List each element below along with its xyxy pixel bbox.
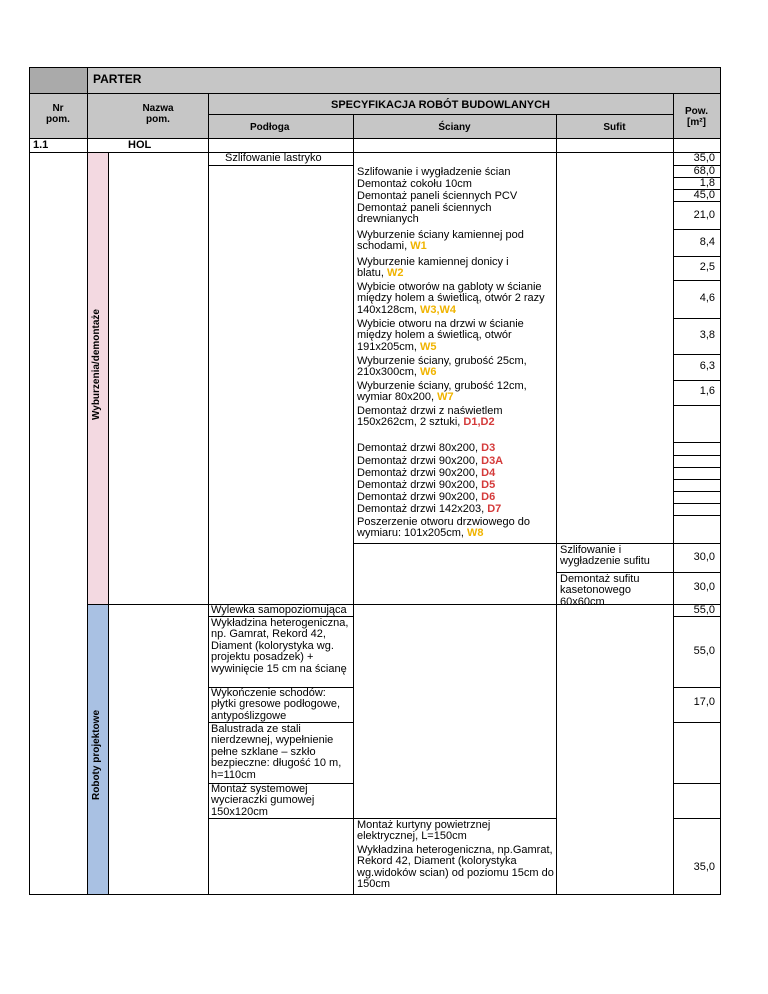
header-pow: Pow. [m²] — [685, 106, 708, 129]
wall-item: Demontaż drzwi 90x200, D6 — [357, 491, 496, 503]
floor-item: Wykończenie schodów: płytki gresowe podłogowe, antypoślizgowe — [211, 687, 341, 722]
area-value: 35,0 — [693, 152, 715, 164]
area-value: 55,0 — [693, 645, 715, 657]
ceiling-item: Szlifowanie i wygładzenie sufitu — [560, 544, 650, 568]
wall-item: Szlifowanie i wygładzenie ścian — [357, 166, 511, 178]
floor-item: Balustrada ze stali nierdzewnej, wypełnienie pełne szklane – szkło bezpieczne: długość 10 m, h=110cm — [211, 723, 342, 781]
marker-d3: D3 — [481, 442, 496, 454]
header-nazwa: Nazwa pom. — [142, 103, 174, 126]
marker-w6: W6 — [419, 366, 437, 379]
area-value: 8,4 — [699, 236, 715, 248]
group-label-demolition: Wyburzenia/demontaże — [91, 309, 102, 420]
wall-item: Demontaż drzwi 90x200, D4 — [357, 467, 496, 479]
area-value: 55,0 — [693, 604, 715, 616]
header-podloga: Podłoga — [250, 122, 290, 133]
header-spec: SPECYFIKACJA ROBÓT BUDOWLANYCH — [331, 99, 550, 111]
header-sufit: Sufit — [603, 122, 626, 133]
room-name: HOL — [128, 139, 152, 151]
marker-d5: D5 — [481, 479, 496, 491]
wall-item: Demontaż drzwi 142x203, D7 — [357, 503, 502, 515]
area-value: 45,0 — [693, 189, 715, 201]
wall-item: Demontaż drzwi z naświetlem 150x262cm, 2 sztuki, D1,D2 — [357, 405, 503, 429]
wall-item: Poszerzenie otworu drzwiowego do wymiaru: 101x205cm, W8 — [357, 516, 531, 540]
marker-d1-d2: D1,D2 — [463, 416, 495, 429]
area-value: 2,5 — [699, 261, 715, 273]
wall-item: Wyburzenie kamiennej donicy i blatu, W2 — [357, 256, 509, 280]
header-bg-corner — [29, 67, 87, 93]
marker-d6: D6 — [481, 491, 496, 503]
marker-w1: W1 — [410, 240, 427, 253]
wall-item: Demontaż paneli ściennych PCV — [357, 190, 518, 202]
room-nr: 1.1 — [33, 139, 49, 151]
area-value: 6,3 — [699, 360, 715, 372]
area-value: 17,0 — [693, 696, 715, 708]
project-wall-item: Wykładzina heterogeniczna, np.Gamrat, Rekord 42, Diament (kolorystyka wg.widoków scian) od poziomu 15cm do 150cm — [357, 844, 554, 891]
area-value: 68,0 — [693, 165, 715, 177]
wall-item: Demontaż drzwi 90x200, D5 — [357, 479, 496, 491]
marker-w8: W8 — [467, 527, 484, 540]
floor-item: Wylewka samopoziomująca — [211, 604, 347, 616]
wall-item: Demontaż paneli ściennych drewnianych — [357, 202, 492, 226]
wall-item: Wybicie otworu na drzwi w ścianie między holem a świetlicą, otwór 191x205cm, W5 — [357, 318, 524, 353]
area-value: 4,6 — [699, 292, 715, 304]
marker-d3a: D3A — [481, 455, 504, 467]
area-value: 30,0 — [693, 551, 715, 563]
floor-item: Montaż systemowej wycieraczki gumowej 150x120cm — [211, 783, 315, 818]
area-value: 35,0 — [693, 861, 715, 873]
demolition-floor: Szlifowanie lastryko — [225, 152, 322, 164]
wall-item: Wybicie otworów na gabloty w ścianie między holem a świetlicą, otwór 2 razy 140x128cm, W3,W4 — [357, 281, 545, 316]
area-value: 30,0 — [693, 581, 715, 593]
wall-item: Demontaż drzwi 80x200, D3 — [357, 442, 496, 454]
header-sciany: Ściany — [438, 122, 471, 133]
area-value: 1,8 — [699, 177, 715, 189]
marker-w3-w4: W3,W4 — [419, 303, 457, 316]
area-value: 3,8 — [699, 329, 715, 341]
wall-item: Wyburzenie ściany kamiennej pod schodami, W1 — [357, 229, 524, 253]
marker-w7: W7 — [437, 391, 454, 404]
marker-w5: W5 — [419, 340, 437, 353]
marker-w2: W2 — [386, 267, 404, 280]
marker-d4: D4 — [481, 467, 496, 479]
floor-item: Wykładzina heterogeniczna, np. Gamrat, Rekord 42, Diament (kolorystyka wg. projektu posadzek) + wywinięcie 15 cm na ścianę — [211, 617, 349, 675]
group-label-project: Roboty projektowe — [91, 709, 102, 800]
wall-item: Demontaż cokołu 10cm — [357, 178, 472, 190]
wall-item: Demontaż drzwi 90x200, D3A — [357, 455, 504, 467]
area-value: 21,0 — [693, 209, 715, 221]
project-wall-item: Montaż kurtyny powietrznej elektrycznej, L=150cm — [357, 819, 491, 843]
wall-item: Wyburzenie ściany, grubość 12cm, wymiar 80x200, W7 — [357, 380, 527, 404]
wall-item: Wyburzenie ściany, grubość 25cm, 210x300cm, W6 — [357, 355, 527, 379]
area-value: 1,6 — [699, 385, 715, 397]
section-title: PARTER — [93, 72, 142, 86]
marker-d7: D7 — [487, 503, 502, 515]
header-nr: Nr pom. — [46, 103, 70, 126]
ceiling-item: Demontaż sufitu kasetonowego 60x60cm — [560, 573, 640, 608]
